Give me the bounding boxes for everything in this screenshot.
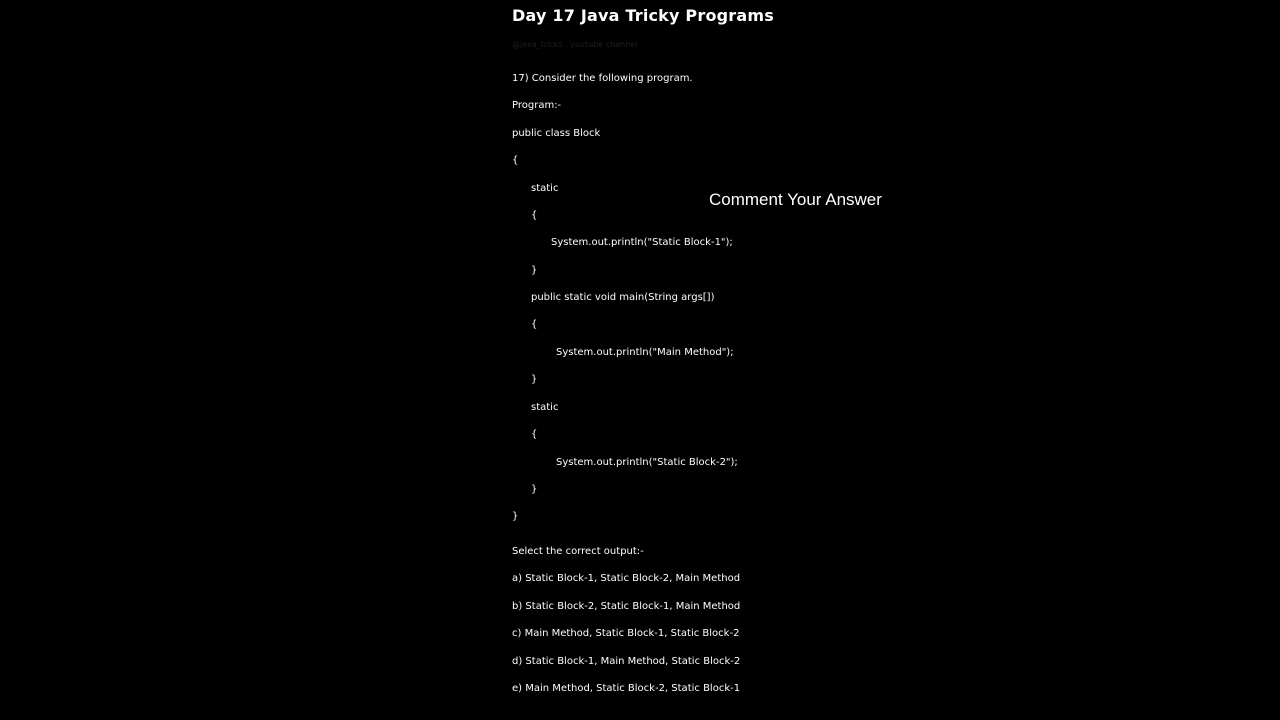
- option-e: e) Main Method, Static Block-2, Static Block-1: [512, 683, 741, 694]
- subtitle: @java_tricks . youtube channel: [512, 40, 638, 49]
- answer-prompt: Select the correct output:-: [512, 546, 644, 557]
- option-c: c) Main Method, Static Block-1, Static Block-2: [512, 628, 740, 639]
- code-line: System.out.println("Static Block-2");: [556, 457, 738, 468]
- code-line: }: [512, 511, 519, 522]
- code-line: {: [531, 429, 538, 440]
- option-d: d) Static Block-1, Main Method, Static Block-2: [512, 656, 741, 667]
- code-line: static: [531, 402, 559, 413]
- code-line: }: [531, 484, 538, 495]
- code-line: public class Block: [512, 128, 601, 139]
- code-line: public static void main(String args[]): [531, 292, 715, 303]
- code-line: {: [531, 210, 538, 221]
- code-line: }: [531, 374, 538, 385]
- code-line: }: [531, 265, 538, 276]
- code-line: System.out.println("Main Method");: [556, 347, 734, 358]
- code-line: System.out.println("Static Block-1");: [551, 237, 733, 248]
- program-label: Program:-: [512, 100, 562, 111]
- page-title: Day 17 Java Tricky Programs: [512, 6, 774, 25]
- code-line: static: [531, 183, 559, 194]
- code-line: {: [512, 155, 519, 166]
- option-b: b) Static Block-2, Static Block-1, Main Method: [512, 601, 741, 612]
- comment-overlay: Comment Your Answer: [709, 190, 882, 209]
- question-text: 17) Consider the following program.: [512, 73, 693, 84]
- code-line: {: [531, 319, 538, 330]
- option-a: a) Static Block-1, Static Block-2, Main Method: [512, 573, 741, 584]
